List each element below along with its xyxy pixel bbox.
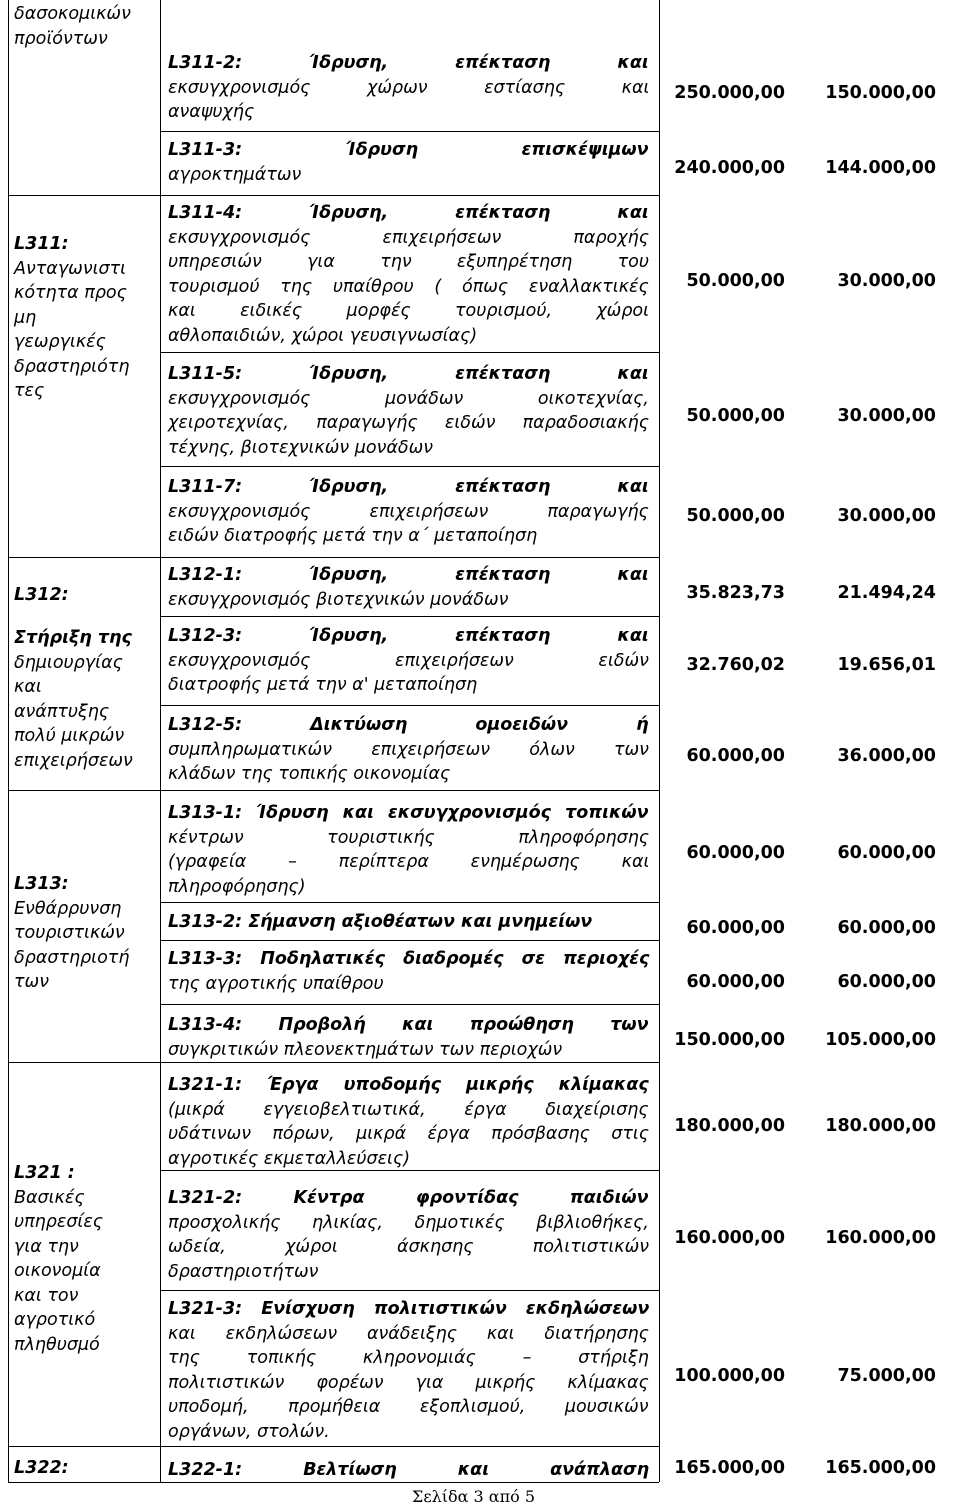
total-amount: 60.000,00 [686, 972, 785, 992]
measure-label-line: Στήριξη της [14, 628, 132, 648]
public-amount: 30.000,00 [837, 506, 936, 526]
measure-label-line: ανάπτυξης [14, 701, 110, 722]
action-description-line: τουρισμού της υπαίθρου ( όπως εναλλακτικές [168, 276, 649, 297]
measure-label-line: κότητα προς [14, 283, 127, 303]
table-rule [160, 1170, 659, 1171]
measure-label-line: L321 : [14, 1163, 75, 1183]
action-description-line: υπηρεσιών για την εξυπηρέτηση του [168, 252, 649, 272]
action-description-line: δραστηριοτήτων [168, 1261, 319, 1282]
public-amount: 30.000,00 [837, 271, 936, 291]
action-description-line: L313-1: Ίδρυση και εκσυγχρονισμός τοπικών [168, 803, 649, 823]
action-description-line: χειροτεχνίας, παραγωγής ειδών παραδοσιακής [168, 413, 649, 433]
table-rule [160, 790, 659, 791]
total-amount: 60.000,00 [686, 746, 785, 766]
measure-label-line: τες [14, 381, 45, 401]
table-rule [160, 1446, 659, 1447]
table-rule [8, 1482, 659, 1483]
action-description-line: της τοπικής κληρονομιάς – στήριξη [168, 1348, 649, 1368]
measure-label-line: δραστηριοτή [14, 947, 130, 968]
total-amount: 250.000,00 [674, 83, 785, 103]
measure-label-line: επιχειρήσεων [14, 750, 133, 771]
measure-label-line: Ενθάρρυνση [14, 898, 122, 919]
total-amount: 60.000,00 [686, 843, 785, 863]
action-description-line: L312-1: Ίδρυση, επέκταση και [168, 565, 649, 585]
table-rule [160, 1004, 659, 1005]
table-rule [659, 0, 660, 1482]
action-description-line: αγροκτημάτων [168, 164, 302, 185]
total-amount: 160.000,00 [674, 1228, 785, 1248]
action-description-line: L313-3: Ποδηλατικές διαδρομές σε περιοχές [168, 949, 650, 969]
table-rule [8, 1062, 160, 1063]
public-amount: 19.656,01 [837, 655, 936, 675]
measure-label-line: οικονομία [14, 1261, 101, 1281]
action-description-line: αθλοπαιδιών, χώροι γευσιγνωσίας) [168, 325, 478, 346]
action-description-line: συμπληρωματικών επιχειρήσεων όλων των [168, 739, 649, 760]
table-rule [160, 1062, 659, 1063]
action-description-line: κέντρων τουριστικής πληροφόρησης [168, 827, 650, 848]
action-description-line: L311-7: Ίδρυση, επέκταση και [168, 477, 649, 497]
total-amount: 50.000,00 [686, 406, 785, 426]
action-description-line: αναψυχής [168, 102, 255, 122]
action-description-line: L313-2: Σήμανση αξιοθέατων και μνημείων [168, 912, 593, 932]
public-amount: 75.000,00 [837, 1366, 936, 1386]
total-amount: 165.000,00 [674, 1458, 785, 1478]
total-amount: 35.823,73 [686, 583, 785, 603]
action-description-line: τέχνης, βιοτεχνικών μονάδων [168, 437, 434, 458]
measure-label-line: αγροτικό [14, 1310, 96, 1330]
public-amount: 60.000,00 [837, 918, 936, 938]
action-description-line: L321-2: Κέντρα φροντίδας παιδιών [168, 1188, 649, 1208]
action-description-line: L311-5: Ίδρυση, επέκταση και [168, 364, 649, 384]
action-description-line: (μικρά εγγειοβελτιωτικά, έργα διαχείρισης [168, 1099, 649, 1120]
total-amount: 180.000,00 [674, 1116, 785, 1136]
action-description-line: αγροτικές εκμεταλλεύσεις) [168, 1148, 411, 1169]
action-description-line: ωδεία, χώροι άσκησης πολιτιστικών [168, 1237, 650, 1257]
table-rule [8, 195, 160, 196]
measure-label-line: πολύ μικρών [14, 726, 125, 746]
total-amount: 32.760,02 [686, 655, 785, 675]
public-amount: 160.000,00 [825, 1228, 936, 1248]
table-rule [160, 705, 659, 706]
page-number: Σελίδα 3 από 5 [412, 1487, 536, 1506]
action-description-line: κλάδων της τοπικής οικονομίας [168, 764, 451, 784]
table-rule [160, 0, 161, 1482]
action-description-line: πολιτιστικών φορέων για μικρής κλίμακας [168, 1372, 649, 1393]
table-rule [160, 466, 659, 467]
measure-label-line: των [14, 972, 49, 992]
public-amount: 105.000,00 [825, 1030, 936, 1050]
action-description-line: εκσυγχρονισμός χώρων εστίασης και [168, 77, 650, 98]
action-description-line: οργάνων, στολών. [168, 1421, 330, 1442]
measure-label-line: L311: [14, 234, 69, 254]
table-rule [8, 790, 160, 791]
public-amount: 165.000,00 [825, 1458, 936, 1478]
action-description-line: υποδομή, προμήθεια εξοπλισμού, μουσικών [168, 1397, 649, 1417]
public-amount: 21.494,24 [837, 583, 936, 603]
action-description-line: εκσυγχρονισμός μονάδων οικοτεχνίας, [168, 388, 649, 409]
measure-label-line: L322: [14, 1458, 69, 1478]
action-description-line: L311-2: Ίδρυση, επέκταση και [168, 53, 649, 73]
measure-label-line: δασοκομικών [14, 4, 131, 24]
action-description-line: συγκριτικών πλεονεκτημάτων των περιοχών [168, 1039, 563, 1060]
table-rule [8, 1446, 160, 1447]
measure-label-line: Βασικές [14, 1187, 85, 1208]
action-description-line: L313-4: Προβολή και προώθηση των [168, 1015, 649, 1035]
measure-label-line: τουριστικών [14, 923, 125, 943]
action-description-line: και ειδικές μορφές τουρισμού, χώροι [168, 301, 650, 321]
action-description-line: εκσυγχρονισμός επιχειρήσεων παραγωγής [168, 501, 649, 522]
table-rule [160, 557, 659, 558]
action-description-line: της αγροτικής υπαίθρου [168, 973, 384, 994]
table-rule [8, 0, 9, 1482]
public-amount: 60.000,00 [837, 972, 936, 992]
action-description-line: και εκδηλώσεων ανάδειξης και διατήρησης [168, 1323, 649, 1344]
measure-label-line: γεωργικές [14, 332, 106, 352]
total-amount: 150.000,00 [674, 1030, 785, 1050]
public-amount: 36.000,00 [837, 746, 936, 766]
action-description-line: εκσυγχρονισμός επιχειρήσεων παροχής [168, 227, 649, 248]
table-rule [8, 557, 160, 558]
action-description-line: ειδών διατροφής μετά την α΄ μεταποίηση [168, 526, 538, 546]
table-rule [160, 616, 659, 617]
action-description-line: L312-5: Δικτύωση ομοειδών ή [168, 715, 649, 735]
total-amount: 60.000,00 [686, 918, 785, 938]
measure-label-line: προϊόντων [14, 28, 108, 49]
public-amount: 150.000,00 [825, 83, 936, 103]
measure-label-line: Ανταγωνιστι [14, 258, 127, 279]
public-amount: 180.000,00 [825, 1116, 936, 1136]
table-rule [160, 940, 659, 941]
action-description-line: πληροφόρησης) [168, 876, 306, 897]
total-amount: 50.000,00 [686, 506, 785, 526]
action-description-line: L322-1: Βελτίωση και ανάπλαση [168, 1460, 650, 1480]
table-rule [160, 131, 659, 132]
measure-label-line: L312: [14, 585, 69, 605]
public-amount: 144.000,00 [825, 158, 936, 178]
action-description-line: διατροφής μετά την α' μεταποίηση [168, 675, 478, 695]
action-description-line: L312-3: Ίδρυση, επέκταση και [168, 626, 649, 646]
table-rule [160, 902, 659, 903]
public-amount: 60.000,00 [837, 843, 936, 863]
action-description-line: εκσυγχρονισμός επιχειρήσεων ειδών [168, 650, 649, 671]
table-rule [160, 352, 659, 353]
measure-label-line: δραστηριότη [14, 356, 130, 377]
measure-label-line: για την [14, 1236, 79, 1257]
total-amount: 240.000,00 [674, 158, 785, 178]
table-rule [160, 195, 659, 196]
action-description-line: υδάτινων πόρων, μικρά έργα πρόσβασης στις [168, 1124, 650, 1144]
action-description-line: προσχολικής ηλικίας, δημοτικές βιβλιοθήκες, [168, 1212, 649, 1233]
action-description-line: εκσυγχρονισμός βιοτεχνικών μονάδων [168, 589, 509, 610]
measure-label-line: δημιουργίας [14, 652, 123, 673]
measure-label-line: L313: [14, 874, 69, 894]
measure-label-line: και [14, 677, 42, 697]
action-description-line: L311-4: Ίδρυση, επέκταση και [168, 203, 649, 223]
total-amount: 50.000,00 [686, 271, 785, 291]
action-description-line: L311-3: Ίδρυση επισκέψιμων [168, 140, 649, 160]
measure-label-line: πληθυσμό [14, 1334, 100, 1355]
action-description-line: (γραφεία – περίπτερα ενημέρωσης και [168, 852, 650, 872]
public-amount: 30.000,00 [837, 406, 936, 426]
measure-label-line: και τον [14, 1285, 79, 1306]
total-amount: 100.000,00 [674, 1366, 785, 1386]
measure-label-line: υπηρεσίες [14, 1212, 104, 1232]
action-description-line: L321-1: Έργα υποδομής μικρής κλίμακας [168, 1075, 649, 1095]
action-description-line: L321-3: Ενίσχυση πολιτιστικών εκδηλώσεων [168, 1299, 650, 1319]
measure-label-line: μη [14, 307, 37, 328]
table-rule [160, 1290, 659, 1291]
